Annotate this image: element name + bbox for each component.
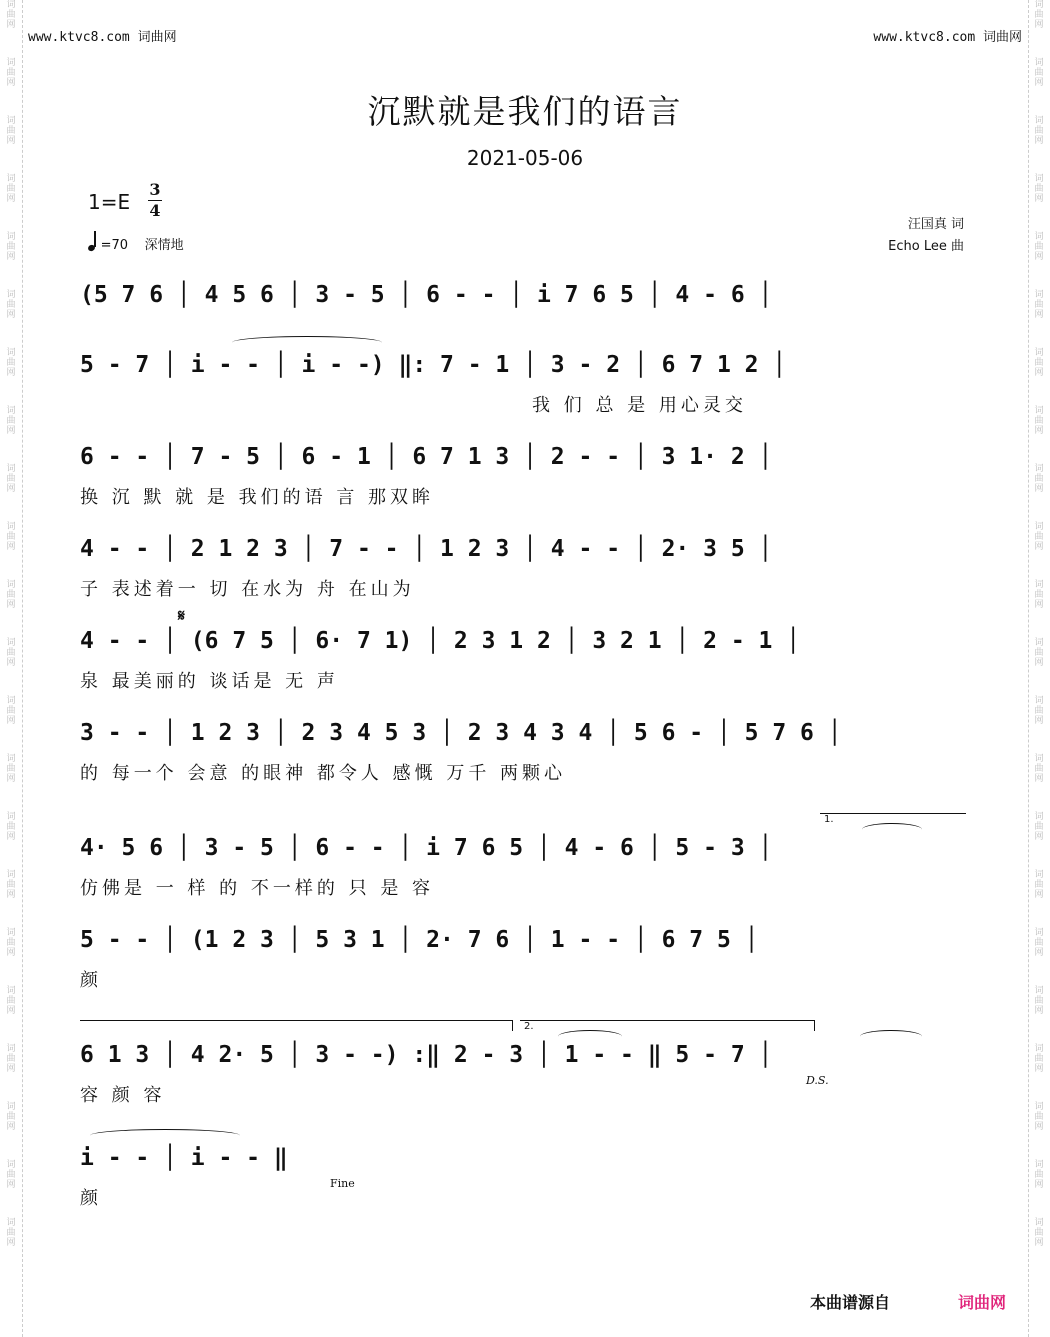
right-margin-line <box>1028 0 1029 1337</box>
watermark-glyphs: 词 曲 网 <box>1034 696 1044 726</box>
watermark-glyphs: 词 曲 网 <box>6 290 16 320</box>
tie-arc <box>90 1129 240 1142</box>
watermark-glyphs: 词 曲 网 <box>6 1160 16 1190</box>
tempo-value: =70 <box>100 238 129 253</box>
watermark-glyphs: 词 曲 网 <box>6 638 16 668</box>
key-signature: 1=E <box>88 190 131 214</box>
watermark-glyphs: 词 曲 网 <box>6 232 16 262</box>
watermark-glyphs: 词 曲 网 <box>1034 1160 1044 1190</box>
watermark-glyphs: 词 曲 网 <box>1034 522 1044 552</box>
watermark-glyphs: 词 曲 网 <box>1034 116 1044 146</box>
notation-line: 5 - - │ (1 2 3 │ 5 3 1 │ 2· 7 6 │ 1 - - │ 6 7 5 │ <box>80 927 759 953</box>
notation-line: 3 - - │ 1 2 3 │ 2 3 4 5 3 │ 2 3 4 3 4 │ 5 6 - │ 5 7 6 │ <box>80 720 842 746</box>
song-date: 2021-05-06 <box>466 146 584 170</box>
watermark-glyphs: 词 曲 网 <box>6 696 16 726</box>
lyric-line: 的 每一个 会意 的眼神 都令人 感慨 万千 两颗心 <box>80 763 567 784</box>
footer-source-label: 本曲谱源自 <box>810 1293 891 1312</box>
notation-line: 5 - 7 │ i - - │ i - -) ‖: 7 - 1 │ 3 - 2 │ 6 7 1 2 │ <box>80 352 787 378</box>
segno-sign: 𝄋 <box>178 606 185 625</box>
watermark-glyphs: 词 曲 网 <box>6 0 16 30</box>
notation-line: i - - │ i - - ‖ <box>80 1145 288 1171</box>
watermark-glyphs: 词 曲 网 <box>6 870 16 900</box>
composer: Echo Lee 曲 <box>888 239 964 254</box>
left-margin-line <box>22 0 23 1337</box>
watermark-glyphs: 词 曲 网 <box>1034 58 1044 88</box>
lyric-line: 颜 <box>80 970 102 991</box>
watermark-glyphs: 词 曲 网 <box>1034 174 1044 204</box>
notation-line: 4 - - │ (6 7 5 │ 6· 7 1) │ 2 3 1 2 │ 3 2 1 │ 2 - 1 │ <box>80 628 801 654</box>
tie-arc <box>232 336 382 349</box>
ds-mark: D.S. <box>806 1074 829 1087</box>
top-right-url: www.ktvc8.com 词曲网 <box>873 30 1022 45</box>
notation-line: 4· 5 6 │ 3 - 5 │ 6 - - │ i 7 6 5 │ 4 - 6 │ 5 - 3 │ <box>80 835 773 861</box>
lyricist: 汪国真 词 <box>907 217 964 232</box>
watermark-glyphs: 词 曲 网 <box>1034 1044 1044 1074</box>
time-signature <box>148 181 162 220</box>
notation-line: (5 7 6 │ 4 5 6 │ 3 - 5 │ 6 - - │ i 7 6 5 │ 4 - 6 │ <box>80 282 773 308</box>
watermark-glyphs: 词 曲 网 <box>6 406 16 436</box>
watermark-glyphs: 词 曲 网 <box>6 754 16 784</box>
watermark-glyphs: 词 曲 网 <box>1034 754 1044 784</box>
right-watermark-strip <box>1030 0 1048 1337</box>
fine-mark: Fine <box>330 1177 355 1190</box>
watermark-glyphs: 词 曲 网 <box>6 812 16 842</box>
tempo-expression: 深情地 <box>144 238 184 253</box>
credits <box>888 214 964 258</box>
notation-line: 4 - - │ 2 1 2 3 │ 7 - - │ 1 2 3 │ 4 - - │ 2· 3 5 │ <box>80 536 773 562</box>
left-watermark-strip <box>2 0 20 1337</box>
watermark-glyphs: 词 曲 网 <box>6 348 16 378</box>
watermark-glyphs: 词 曲 网 <box>1034 928 1044 958</box>
volta-2-label: 2. <box>524 1021 534 1032</box>
watermark-glyphs: 词 曲 网 <box>1034 406 1044 436</box>
watermark-glyphs: 词 曲 网 <box>6 580 16 610</box>
time-signature-top: 3 <box>149 180 161 199</box>
watermark-glyphs: 词 曲 网 <box>6 58 16 88</box>
watermark-glyphs: 词 曲 网 <box>6 174 16 204</box>
watermark-glyphs: 词 曲 网 <box>6 1044 16 1074</box>
watermark-glyphs: 词 曲 网 <box>1034 232 1044 262</box>
watermark-glyphs: 词 曲 网 <box>1034 0 1044 30</box>
lyric-line: 我 们 总 是 用心灵交 <box>532 395 747 416</box>
volta-2-bracket <box>520 1020 815 1031</box>
notation-line: 6 - - │ 7 - 5 │ 6 - 1 │ 6 7 1 3 │ 2 - - │ 3 1· 2 │ <box>80 444 773 470</box>
watermark-glyphs: 词 曲 网 <box>1034 986 1044 1016</box>
watermark-glyphs: 词 曲 网 <box>1034 580 1044 610</box>
watermark-glyphs: 词 曲 网 <box>6 928 16 958</box>
lyric-line <box>80 321 970 345</box>
top-left-url: www.ktvc8.com 词曲网 <box>28 30 177 45</box>
watermark-glyphs: 词 曲 网 <box>1034 464 1044 494</box>
tempo-marking <box>88 233 184 253</box>
watermark-glyphs: 词 曲 网 <box>1034 1102 1044 1132</box>
volta-1-continuation <box>80 1020 513 1031</box>
lyric-line: 容 颜 容 <box>80 1085 166 1106</box>
watermark-glyphs: 词 曲 网 <box>1034 638 1044 668</box>
watermark-glyphs: 词 曲 网 <box>1034 1218 1044 1248</box>
lyric-line: 颜 <box>80 1188 102 1209</box>
watermark-glyphs: 词 曲 网 <box>6 464 16 494</box>
lyric-line: 子 表述着一 切 在水为 舟 在山为 <box>80 579 415 600</box>
watermark-glyphs: 词 曲 网 <box>6 1218 16 1248</box>
watermark-glyphs: 词 曲 网 <box>6 1102 16 1132</box>
time-signature-bottom: 4 <box>149 201 161 220</box>
footer-brand-link[interactable]: 词曲网 <box>958 1293 1007 1312</box>
watermark-glyphs: 词 曲 网 <box>6 986 16 1016</box>
lyric-line: 泉 最美丽的 谈话是 无 声 <box>80 671 339 692</box>
watermark-glyphs: 词 曲 网 <box>6 522 16 552</box>
volta-1-label: 1. <box>824 814 834 825</box>
lyric-line: 换 沉 默 就 是 我们的语 言 那双眸 <box>80 487 435 508</box>
watermark-glyphs: 词 曲 网 <box>1034 290 1044 320</box>
notation-line: 6 1 3 │ 4 2· 5 │ 3 - -) :‖ 2 - 3 │ 1 - - ‖ 5 - 7 │ <box>80 1042 773 1068</box>
lyric-line: 仿佛是 一 样 的 不一样的 只 是 容 <box>80 878 435 899</box>
watermark-glyphs: 词 曲 网 <box>6 116 16 146</box>
song-title: 沉默就是我们的语言 <box>367 92 683 131</box>
watermark-glyphs: 词 曲 网 <box>1034 348 1044 378</box>
watermark-glyphs: 词 曲 网 <box>1034 812 1044 842</box>
watermark-glyphs: 词 曲 网 <box>1034 870 1044 900</box>
